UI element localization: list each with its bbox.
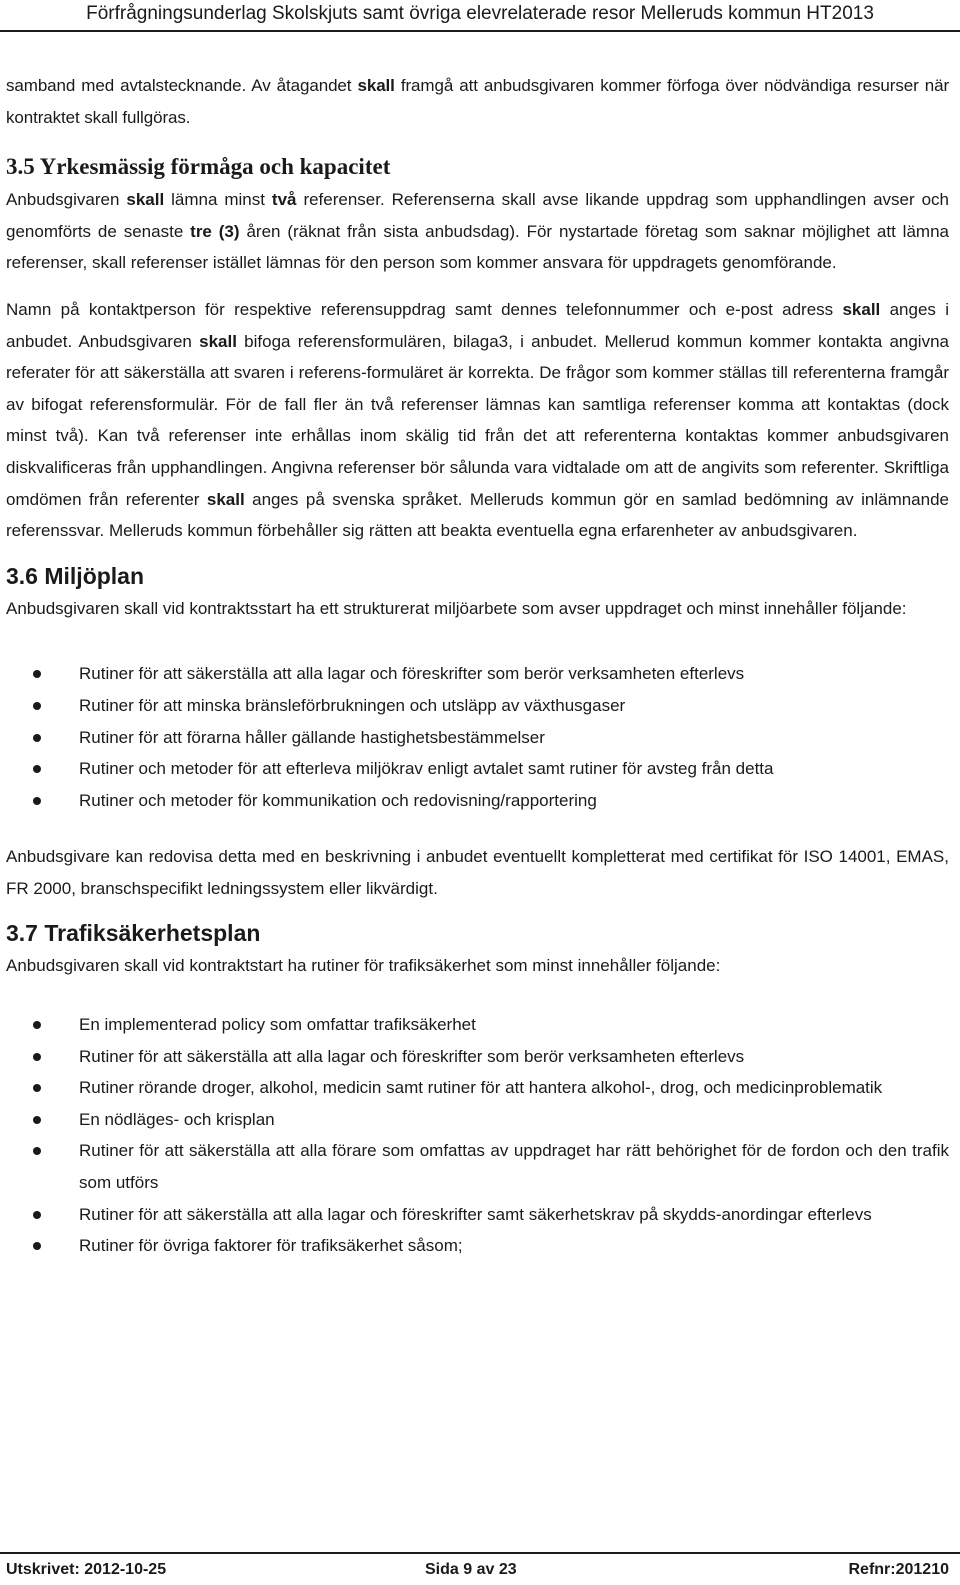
bullet-icon	[33, 797, 41, 805]
list-item	[6, 690, 949, 722]
reference-number: Refnr:201210	[848, 1561, 949, 1578]
page-header: Förfrågningsunderlag Skolskjuts samt övriga elevrelaterade resor Melleruds kommun HT2013	[86, 3, 874, 24]
s35-p1-bold-2: två	[271, 190, 297, 210]
list-item-text: Rutiner för att säkerställa att alla lagar och föreskrifter som berör verksamheten efterlevs	[79, 664, 745, 684]
bullet-icon	[33, 1053, 41, 1061]
list-item-text: Rutiner för att säkerställa att alla förare som omfattas av uppdraget har rätt behörighet för de fordon och den trafik som utförs	[79, 1141, 949, 1193]
s35-p2-bold-3: skall	[206, 489, 245, 509]
bullet-icon	[33, 1084, 41, 1092]
list-item	[6, 1009, 949, 1041]
section-3-7-intro: Anbudsgivaren skall vid kontraktstart ha rutiner för trafiksäkerhet som minst innehåller följande:	[6, 956, 721, 976]
footer-rule	[0, 1552, 960, 1554]
printed-date: Utskrivet: 2012-10-25	[6, 1561, 167, 1578]
list-item	[6, 1230, 949, 1262]
intro-text-1: samband med avtalstecknande. Av åtagandet	[6, 76, 358, 95]
bullet-icon	[33, 1116, 41, 1124]
list-item-text: En implementerad policy som omfattar trafiksäkerhet	[79, 1015, 476, 1035]
bullet-icon	[33, 670, 41, 678]
list-item-text: En nödläges- och krisplan	[79, 1109, 275, 1129]
list-item-text: Rutiner för att förarna håller gällande hastighetsbestämmelser	[79, 727, 545, 747]
list-item	[6, 1104, 949, 1136]
list-item	[6, 658, 949, 690]
page-number: Sida 9 av 23	[425, 1561, 517, 1578]
section-3-5-heading: 3.5 Yrkesmässig förmåga och kapacitet	[6, 154, 391, 180]
section-3-5-paragraph-1	[6, 184, 949, 279]
list-item	[6, 1135, 949, 1198]
bullet-icon	[33, 1021, 41, 1029]
bullet-icon	[33, 1211, 41, 1219]
list-item-text: Rutiner och metoder för kommunikation och redovisning/rapportering	[79, 790, 597, 810]
s35-p1-text-1: Anbudsgivaren	[6, 190, 127, 210]
section-3-6-intro: Anbudsgivaren skall vid kontraktsstart ha ett strukturerat miljöarbete som avser uppdraget och minst innehåller följande:	[6, 598, 907, 618]
list-item-text: Rutiner för att säkerställa att alla lagar och föreskrifter samt säkerhetskrav på skydds-anordingar efterlevs	[79, 1204, 872, 1224]
section-3-6-outro: Anbudsgivare kan redovisa detta med en beskrivning i anbudet eventuellt kompletterat med certifikat för ISO 14001, EMAS, FR 2000, branschspecifikt ledningssystem eller likvärdigt.	[6, 847, 949, 898]
s35-p1-text-3: referenser. Referenserna skall avse likande uppdrag som upphandlingen avser och genomförts de senaste	[6, 190, 950, 241]
section-3-5-paragraph-2	[6, 294, 949, 547]
intro-paragraph	[6, 70, 949, 133]
bullet-icon	[33, 1242, 41, 1250]
s35-p2-text-2: anges i anbudet. Anbudsgivaren	[6, 299, 949, 351]
s35-p1-text-2: lämna minst	[164, 190, 272, 210]
s35-p2-bold-2: skall	[199, 331, 237, 351]
list-item-text: Rutiner för att minska bränsleförbrukningen och utsläpp av växthusgaser	[79, 695, 626, 715]
section-3-7-list	[6, 1009, 949, 1262]
s35-p2-text-1: Namn på kontaktperson för respektive referensuppdrag samt dennes telefonnummer och e-post adress	[6, 299, 843, 319]
s35-p1-bold-1: skall	[126, 190, 165, 210]
list-item	[6, 1041, 949, 1073]
list-item-text: Rutiner för övriga faktorer för trafiksäkerhet såsom;	[79, 1236, 463, 1256]
intro-bold-1: skall	[357, 76, 395, 95]
bullet-icon	[33, 1147, 41, 1155]
header-rule	[0, 30, 960, 32]
s35-p2-text-3: bifoga referensformulären, bilaga3, i anbudet. Mellerud kommun kommer kontakta angivna referater för att säkerställa att svaren i referens-formuläret är korrekta. De frågor som kommer ställas till referenterna framgår av bifogat referensformulär. För de fall fler än två referenser lämnas kan samtliga referenser komma att kontaktas (dock minst två). Kan två referenser inte erhållas inom skälig tid från det att referenterna kontaktas kommer anbudsgivaren diskvalificeras från upphandlingen. Angivna referenser bör sålunda vara vidtalade om att de angivits som referenter. Skriftliga omdömen från referenter	[6, 331, 949, 509]
bullet-icon	[33, 702, 41, 710]
list-item	[6, 1072, 949, 1104]
s35-p1-text-4: åren (räknat från sista anbudsdag). För nystartade företag som saknar möjlighet att lämna referenser, skall referenser istället lämnas för den person som kommer ansvara för uppdragets genomförande.	[6, 221, 949, 273]
list-item	[6, 1199, 949, 1231]
list-item	[6, 722, 949, 754]
s35-p1-bold-3: tre (3)	[190, 221, 240, 241]
s35-p2-bold-1: skall	[842, 299, 881, 319]
list-item	[6, 785, 949, 817]
list-item-text: Rutiner för att säkerställa att alla lagar och föreskrifter som berör verksamheten efterlevs	[79, 1046, 745, 1066]
section-3-6-heading: 3.6 Miljöplan	[6, 562, 145, 589]
list-item-text: Rutiner och metoder för att efterleva miljökrav enligt avtalet samt rutiner för avsteg från detta	[79, 759, 774, 779]
document-body	[6, 70, 949, 1262]
list-item-text: Rutiner rörande droger, alkohol, medicin samt rutiner för att hantera alkohol-, drog, och medicinproblematik	[79, 1078, 883, 1098]
bullet-icon	[33, 765, 41, 773]
section-3-6-list	[6, 658, 949, 816]
s35-p2-text-4: anges på svenska språket. Melleruds kommun gör en samlad bedömning av inlämnande referenssvar. Melleruds kommun förbehåller sig rätten att beakta eventuella egna erfarenheter av anbudsgivaren.	[6, 489, 949, 541]
bullet-icon	[33, 734, 41, 742]
section-3-7-heading: 3.7 Trafiksäkerhetsplan	[6, 920, 261, 947]
list-item	[6, 753, 949, 785]
intro-text-2: framgå att anbudsgivaren kommer förfoga över nödvändiga resurser när kontraktet skall fullgöras.	[6, 76, 950, 127]
